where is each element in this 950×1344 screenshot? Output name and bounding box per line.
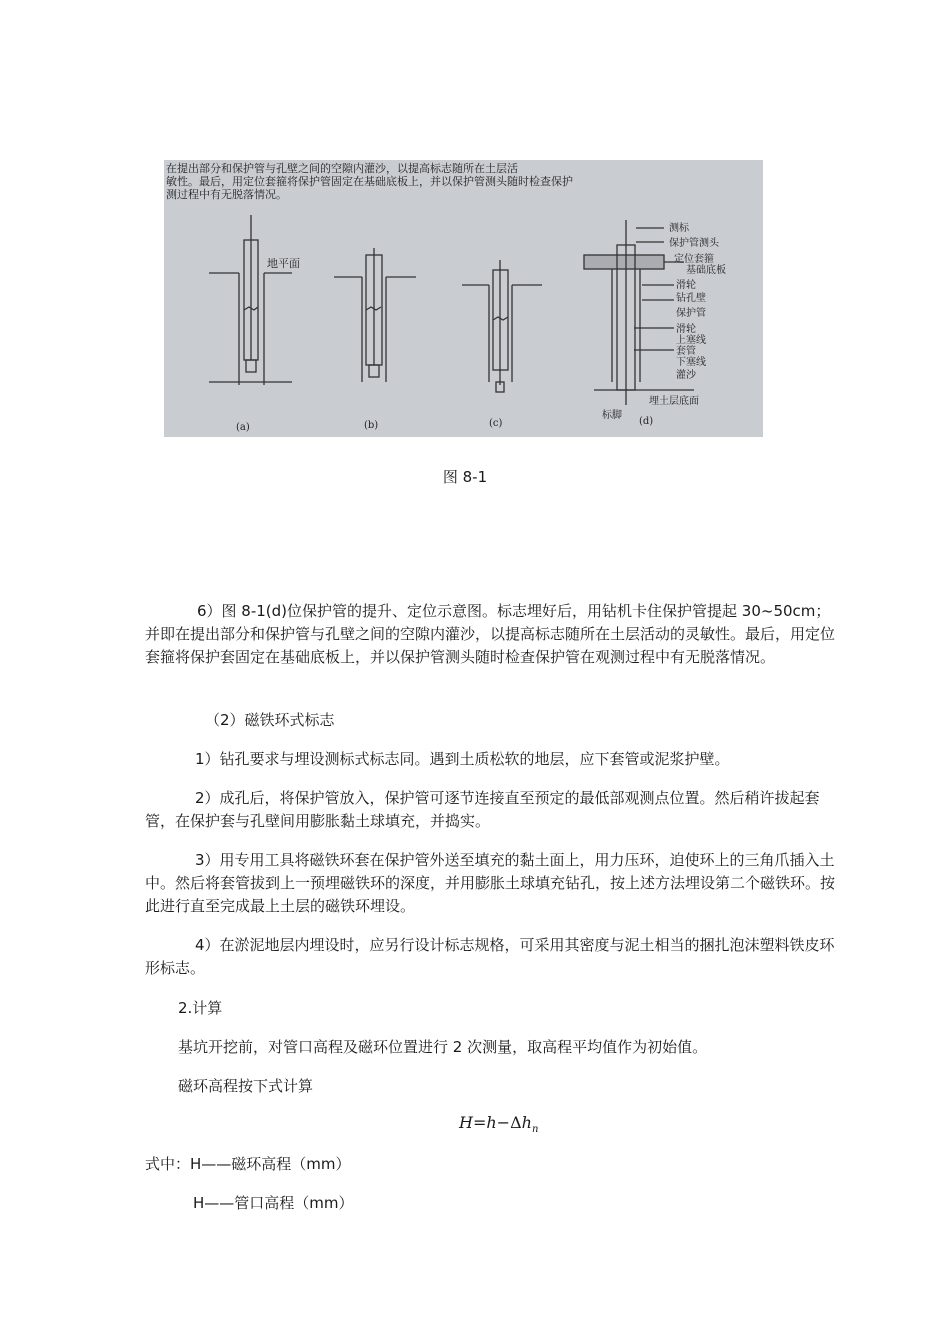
- figure-top-text-2: 敏性。最后，用定位套箍将保护管固定在基础底板上，并以保护管测头随时检查保护: [166, 175, 573, 188]
- label-foundation-slab: 基础底板: [686, 265, 726, 276]
- label-positioning-hoop: 定位套箍: [674, 254, 714, 265]
- formula-h: h: [486, 1113, 497, 1132]
- figure-top-text-1: 在提出部分和保护管与孔壁之间的空隙内灌沙，以提高标志随所在土层活: [166, 162, 518, 175]
- paragraph-1: 1）钻孔要求与埋设测标式标志同。遇到土质松软的地层，应下套管或泥浆护壁。: [195, 750, 730, 768]
- paragraph-6: 6）图 8-1(d)位保护管的提升、定位示意图。标志埋好后，用钻机卡住保护管提起 30~50cm；并即在提出部分和保护管与孔壁之间的空隙内灌沙，以提高标志随所在土层活动的灵敏性。最后，用定位套箍将保护套固定在基础底板上，并以保护管测头随时检查保护管在观测过程中有无脱落情况。: [145, 602, 836, 666]
- figure-diagram: [164, 160, 763, 437]
- sub-label-a: (a): [236, 422, 250, 433]
- label-sand: 灌沙: [676, 370, 696, 381]
- sub-label-c: (c): [489, 418, 503, 429]
- formula-equals: =: [472, 1113, 487, 1132]
- sub-label-b: (b): [364, 420, 379, 431]
- paragraph-2: 2）成孔后，将保护管放入，保护管可逐节连接直至预定的最低部观测点位置。然后稍许拔起套管，在保护套与孔壁间用膨胀黏土球填充，并捣实。: [145, 789, 820, 830]
- label-hole-wall: 钻孔壁: [676, 293, 706, 304]
- diagram-b: [334, 248, 416, 382]
- diagram-c: [462, 260, 542, 392]
- label-casing: 套管: [676, 346, 696, 357]
- paragraph-3: 3）用专用工具将磁铁环套在保护管外送至填充的黏土面上，用力压环，迫使环上的三角爪插入土中。然后将套管拔到上一预埋磁铁环的深度，并用膨胀土球填充钻孔，按上述方法埋设第二个磁铁环。按此进行直至完成最上土层的磁铁环埋设。: [145, 851, 836, 915]
- definition-pipe-elevation: H——管口高程（mm）: [193, 1194, 354, 1212]
- sub-label-d: (d): [639, 416, 654, 427]
- section-heading-calculation: 2.计算: [178, 999, 223, 1017]
- label-measure-mark: 测标: [669, 223, 689, 234]
- definition-magnet-elevation: 式中：H——磁环高程（mm）: [145, 1155, 351, 1173]
- label-foot: 标脚: [602, 410, 622, 421]
- formula-dh: h: [521, 1113, 532, 1132]
- formula-minus: −: [496, 1113, 511, 1132]
- label-pulley-2: 滑轮: [676, 324, 696, 335]
- figure-top-text-3: 测过程中有无脱落情况。: [166, 188, 287, 201]
- label-pipe-head: 保护管测头: [669, 238, 719, 249]
- paragraph-initial-value: 基坑开挖前，对管口高程及磁环位置进行 2 次测量，取高程平均值作为初始值。: [178, 1038, 708, 1056]
- label-soil-bottom: 埋土层底面: [649, 396, 699, 407]
- section-heading-magnetic-ring: （2）磁铁环式标志: [205, 711, 335, 729]
- figure-8-1: [164, 160, 763, 437]
- formula: [459, 1113, 538, 1135]
- formula-delta: Δ: [510, 1113, 522, 1132]
- figure-caption: 图 8-1: [442, 468, 488, 486]
- formula-subscript: n: [531, 1124, 539, 1136]
- paragraph-formula-intro: 磁环高程按下式计算: [178, 1077, 314, 1095]
- label-upper-line: 上塞线: [676, 335, 706, 346]
- ground-label: 地平面: [267, 257, 300, 270]
- label-pulley-1: 滑轮: [676, 280, 696, 291]
- diagram-a: [209, 215, 292, 385]
- label-lower-line: 下塞线: [676, 357, 706, 368]
- formula-lhs: H: [459, 1113, 473, 1132]
- paragraph-4: 4）在淤泥地层内埋设时，应另行设计标志规格，可采用其密度与泥土相当的捆扎泡沫塑料铁皮环形标志。: [145, 936, 835, 977]
- label-protect-pipe: 保护管: [676, 308, 706, 319]
